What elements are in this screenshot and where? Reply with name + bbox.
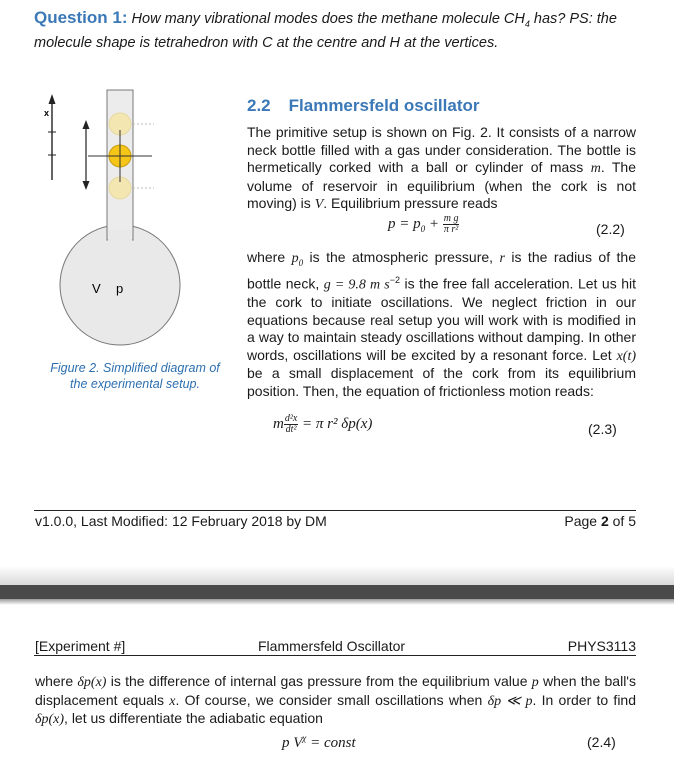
pressure-label: p bbox=[116, 281, 124, 296]
equation-2-2-number: (2.2) bbox=[596, 221, 625, 237]
equation-2-3: m $\frac{\text{d²x}}{\text{dt²}}$ = π r² δp(x) bbox=[273, 413, 373, 435]
section-title: Flammersfeld oscillator bbox=[288, 96, 480, 115]
footer-version: v1.0.0, Last Modified: 12 February 2018 by DM bbox=[35, 513, 327, 529]
equation-2-2: $p = p_0$ + $\frac{\text{m g}}{\text{π r²}}$ bbox=[388, 213, 459, 235]
question-block bbox=[34, 8, 644, 53]
section-number: 2.2 bbox=[247, 96, 271, 115]
footer-rule bbox=[34, 510, 636, 511]
setup-diagram bbox=[30, 80, 240, 360]
x-axis-label: x bbox=[44, 108, 50, 118]
equation-2-4-number: (2.4) bbox=[587, 734, 616, 750]
header-rule bbox=[34, 655, 636, 656]
footer-page-number: Page 2 of 5 bbox=[564, 513, 636, 529]
header-course: PHYS3113 bbox=[567, 638, 636, 654]
equation-2-3-number: (2.3) bbox=[588, 421, 617, 437]
page-break-bar bbox=[0, 585, 674, 599]
page-gap-top bbox=[0, 566, 674, 585]
paragraph-adiabatic: where δp(x) is the difference of internal gas pressure from the equilibrium value p when the ball's displacement equals x. Of course, we consider small oscillations when δp ≪ p. In order to find δp(x), let us differentiate the adiabatic equation bbox=[35, 673, 636, 727]
question-text: How many vibrational modes does the methane molecule $CH_4$ has? PS: the molecule shape is tetrahedron with C at the centre and H at the vertices. bbox=[34, 11, 617, 51]
section-heading bbox=[247, 96, 479, 116]
equation-2-4: p $V^\chi$ = const bbox=[282, 733, 356, 751]
page-gap-bottom bbox=[0, 599, 674, 605]
volume-label: V bbox=[92, 281, 101, 296]
paragraph-intro: The primitive setup is shown on Fig. 2. It consists of a narrow neck bottle filled with a gas under consideration. The bottle is hermetically corked with a ball or cylinder of mass m. The volume of reservoir in equilibrium (when the cork is not moving) is V. Equilibrium pressure reads bbox=[247, 124, 636, 212]
question-heading: Question 1: bbox=[34, 8, 128, 27]
header-title: Flammersfeld Oscillator bbox=[258, 638, 406, 654]
header-experiment: [Experiment #] bbox=[35, 638, 126, 654]
paragraph-motion: where $p_0$ is the atmospheric pressure, r is the radius of the bottle neck, g = 9.8 m $s^{-2}$ is the free fall acceleration. Let us hit the cork to initiate oscillations. We neglect friction in our equations because real setup you will work with is modified in a way to maintain steady oscillations without damping. In other words, oscillations will be excited by a resonant force. Let x(t) be a small displacement of the cork from its equilibrium position. Then, the equation of frictionless motion reads: bbox=[247, 249, 636, 399]
figure-caption: Figure 2. Simplified diagram of the experimental setup. bbox=[50, 361, 220, 391]
x-axis-arrowhead bbox=[49, 94, 56, 104]
